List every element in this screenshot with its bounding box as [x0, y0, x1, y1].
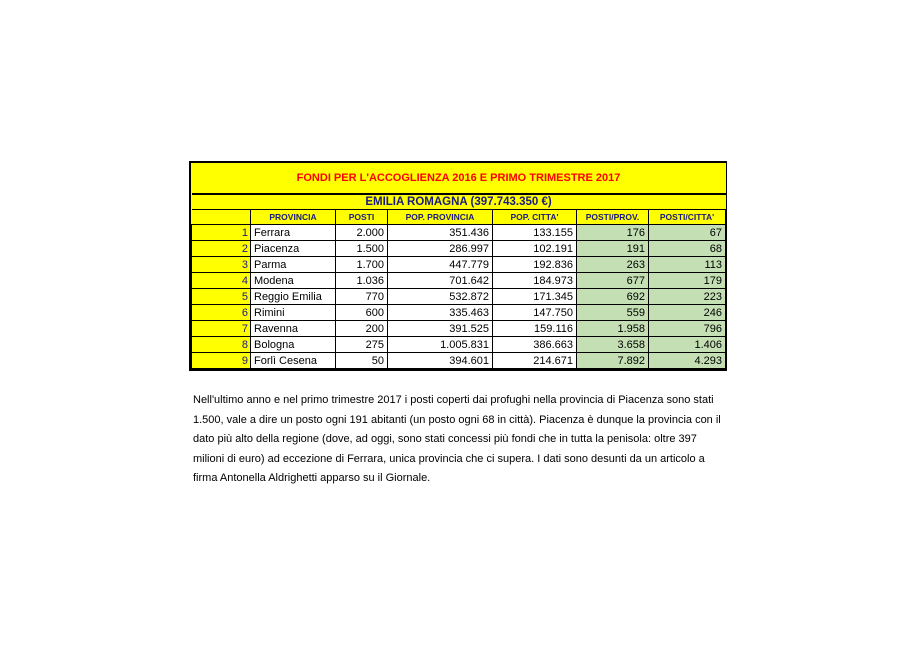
- cell-posti-prov: 692: [577, 289, 649, 305]
- cell-provincia: Reggio Emilia: [251, 289, 336, 305]
- cell-posti-prov: 559: [577, 305, 649, 321]
- cell-posti: 770: [336, 289, 388, 305]
- cell-posti: 600: [336, 305, 388, 321]
- cell-pop-provincia: 286.997: [388, 241, 493, 257]
- cell-provincia: Modena: [251, 273, 336, 289]
- description-paragraph: Nell'ultimo anno e nel primo trimestre 2017 i posti coperti dai profughi nella provincia di Piacenza sono stati 1.500, vale a dire un posto ogni 191 abitanti (un posto ogni 68 in città). Piacenza è dunque la provincia con il dato più alto della regione (dove, ad oggi, sono stati concessi più fondi che in tutta la penisola: oltre 397 milioni di euro) ad eccezione di Ferrara, unica provincia che ci supera. I dati sono desunti da un articolo a firma Antonella Aldrighetti apparso su il Giornale.: [193, 394, 721, 484]
- cell-posti: 1.700: [336, 257, 388, 273]
- cell-posti-prov: 7.892: [577, 353, 649, 369]
- cell-posti: 1.036: [336, 273, 388, 289]
- cell-posti-citta: 179: [649, 273, 726, 289]
- row-number: 4: [192, 273, 251, 289]
- cell-provincia: Parma: [251, 257, 336, 273]
- cell-pop-citta: 171.345: [493, 289, 577, 305]
- cell-pop-citta: 102.191: [493, 241, 577, 257]
- cell-provincia: Rimini: [251, 305, 336, 321]
- cell-posti-prov: 677: [577, 273, 649, 289]
- cell-posti-citta: 67: [649, 225, 726, 241]
- table-title: FONDI PER L'ACCOGLIENZA 2016 E PRIMO TRIMESTRE 2017: [192, 163, 726, 194]
- cell-pop-citta: 147.750: [493, 305, 577, 321]
- cell-posti: 2.000: [336, 225, 388, 241]
- header-row: [192, 210, 726, 225]
- header-posti-citta: POSTI/CITTA': [649, 210, 726, 225]
- cell-posti-citta: 223: [649, 289, 726, 305]
- cell-posti: 200: [336, 321, 388, 337]
- row-number: 3: [192, 257, 251, 273]
- cell-posti-prov: 1.958: [577, 321, 649, 337]
- cell-posti-citta: 246: [649, 305, 726, 321]
- cell-pop-provincia: 351.436: [388, 225, 493, 241]
- cell-provincia: Bologna: [251, 337, 336, 353]
- cell-posti-citta: 4.293: [649, 353, 726, 369]
- cell-posti-citta: 113: [649, 257, 726, 273]
- cell-pop-provincia: 335.463: [388, 305, 493, 321]
- cell-pop-provincia: 1.005.831: [388, 337, 493, 353]
- header-posti: POSTI: [336, 210, 388, 225]
- cell-posti-citta: 68: [649, 241, 726, 257]
- accoglienza-table: [189, 161, 727, 371]
- row-number: 7: [192, 321, 251, 337]
- cell-posti: 50: [336, 353, 388, 369]
- row-number: 5: [192, 289, 251, 305]
- header-pop-citta: POP. CITTA': [493, 210, 577, 225]
- table-row: [192, 305, 726, 321]
- table-row: [192, 241, 726, 257]
- header-provincia: PROVINCIA: [251, 210, 336, 225]
- header-pop-provincia: POP. PROVINCIA: [388, 210, 493, 225]
- cell-posti-prov: 3.658: [577, 337, 649, 353]
- cell-pop-provincia: 391.525: [388, 321, 493, 337]
- cell-provincia: Ravenna: [251, 321, 336, 337]
- cell-pop-provincia: 532.872: [388, 289, 493, 305]
- cell-pop-provincia: 394.601: [388, 353, 493, 369]
- table-row: [192, 225, 726, 241]
- cell-pop-citta: 192.836: [493, 257, 577, 273]
- row-number: 1: [192, 225, 251, 241]
- cell-posti-prov: 263: [577, 257, 649, 273]
- cell-posti-citta: 1.406: [649, 337, 726, 353]
- cell-posti: 1.500: [336, 241, 388, 257]
- table-row: [192, 321, 726, 337]
- table-row: [192, 289, 726, 305]
- cell-provincia: Piacenza: [251, 241, 336, 257]
- cell-provincia: Forlì Cesena: [251, 353, 336, 369]
- table-subtitle: EMILIA ROMAGNA (397.743.350 €): [192, 194, 726, 210]
- row-number: 9: [192, 353, 251, 369]
- cell-pop-citta: 184.973: [493, 273, 577, 289]
- cell-pop-citta: 386.663: [493, 337, 577, 353]
- table-row: [192, 257, 726, 273]
- row-number: 6: [192, 305, 251, 321]
- data-table: [191, 163, 726, 369]
- cell-posti-prov: 176: [577, 225, 649, 241]
- cell-posti-citta: 796: [649, 321, 726, 337]
- cell-posti: 275: [336, 337, 388, 353]
- cell-posti-prov: 191: [577, 241, 649, 257]
- table-row: [192, 273, 726, 289]
- row-number: 8: [192, 337, 251, 353]
- cell-pop-provincia: 447.779: [388, 257, 493, 273]
- cell-pop-citta: 214.671: [493, 353, 577, 369]
- cell-pop-provincia: 701.642: [388, 273, 493, 289]
- table-row: [192, 353, 726, 369]
- cell-provincia: Ferrara: [251, 225, 336, 241]
- table-row: [192, 337, 726, 353]
- cell-pop-citta: 133.155: [493, 225, 577, 241]
- header-posti-prov: POSTI/PROV.: [577, 210, 649, 225]
- cell-pop-citta: 159.116: [493, 321, 577, 337]
- header-blank: [192, 210, 251, 225]
- row-number: 2: [192, 241, 251, 257]
